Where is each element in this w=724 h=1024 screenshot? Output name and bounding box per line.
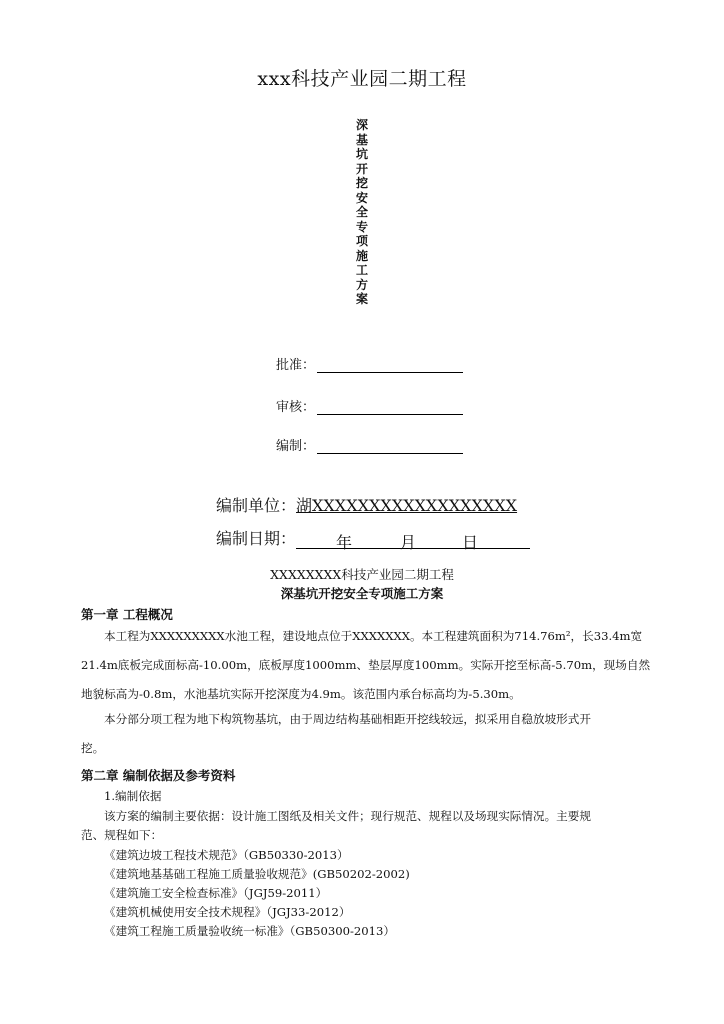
vertical-title-char: 专	[355, 219, 368, 234]
vertical-title-char: 坑	[355, 147, 368, 161]
vertical-title-char: 工	[355, 263, 368, 277]
chapter1-para1-line2: 21.4m底板完成面标高-10.00m，底板厚度1000mm、垫层厚度100mm。实际开挖至标高-5.70m，现场自然	[81, 658, 651, 672]
date-day: 日	[462, 533, 479, 552]
date-row	[216, 526, 530, 552]
unit-row	[216, 493, 517, 516]
basis-intro-line1: 该方案的编制主要依据：设计施工图纸及相关文件；现行规范、规程以及场现实际情况。主要规	[104, 809, 591, 823]
standard-item: 《建筑地基基础工程施工质量验收规范》(GB50202-2002)	[104, 867, 410, 881]
approve-label: 批准：	[276, 358, 316, 373]
document-title: 深基坑开挖安全专项施工方案	[280, 586, 444, 601]
vertical-title-char: 基	[355, 132, 368, 147]
cover-project-title: xxx科技产业园二期工程	[257, 68, 467, 90]
cover-vertical-title	[351, 118, 373, 307]
approve-row	[276, 354, 463, 373]
review-label: 审核：	[276, 400, 316, 415]
vertical-title-char: 挖	[355, 176, 368, 190]
unit-label: 编制单位：	[216, 496, 297, 515]
vertical-title-char: 深	[355, 118, 368, 132]
company-line: XXXXXXXX科技产业园二期工程	[270, 567, 454, 582]
chapter1-para1-line3: 地貌标高为-0.8m，水池基坑实际开挖深度为4.9m。该范围内承台标高均为-5.30m。	[81, 687, 521, 701]
vertical-title-char: 安	[355, 190, 368, 205]
vertical-title-char: 案	[355, 292, 368, 306]
date-month: 月	[400, 533, 417, 552]
compile-signature-line	[317, 439, 463, 454]
chapter1-para2-line2: 挖。	[81, 741, 105, 755]
chapter1-para2-line1: 本分部分项工程为地下构筑物基坑，由于周边结构基础相距开挖线较远，拟采用自稳放坡形式开	[104, 712, 591, 726]
unit-value: 湖XXXXXXXXXXXXXXXXXX	[296, 496, 518, 515]
approve-signature-line	[317, 358, 463, 373]
vertical-title-char: 项	[355, 234, 368, 248]
review-signature-line	[317, 400, 463, 415]
vertical-title-char: 开	[355, 161, 368, 176]
vertical-title-char: 全	[355, 205, 368, 219]
standard-item: 《建筑工程施工质量验收统一标准》（GB50300-2013）	[104, 924, 395, 938]
chapter1-para1-line1: 本工程为XXXXXXXXX水池工程，建设地点位于XXXXXXX。本工程建筑面积为714.76m²，长33.4m宽	[104, 629, 643, 643]
review-row	[276, 396, 463, 415]
date-underline	[296, 530, 530, 552]
vertical-title-char: 施	[355, 248, 368, 263]
date-label: 编制日期：	[216, 529, 297, 548]
chapter1-title: 第一章 工程概况	[81, 607, 173, 622]
standard-item: 《建筑边坡工程技术规范》（GB50330-2013）	[104, 848, 349, 862]
standard-item: 《建筑机械使用安全技术规程》（JGJ33-2012）	[104, 905, 351, 919]
compile-row	[276, 435, 463, 454]
basis-intro-line2: 范、规程如下：	[81, 828, 163, 842]
compile-label: 编制：	[276, 439, 316, 454]
standard-item: 《建筑施工安全检查标准》（JGJ59-2011）	[104, 886, 328, 900]
date-year: 年	[336, 533, 353, 552]
chapter2-title: 第二章 编制依据及参考资料	[81, 768, 236, 783]
basis-heading: 1.编制依据	[104, 789, 162, 803]
vertical-title-char: 方	[355, 277, 368, 292]
